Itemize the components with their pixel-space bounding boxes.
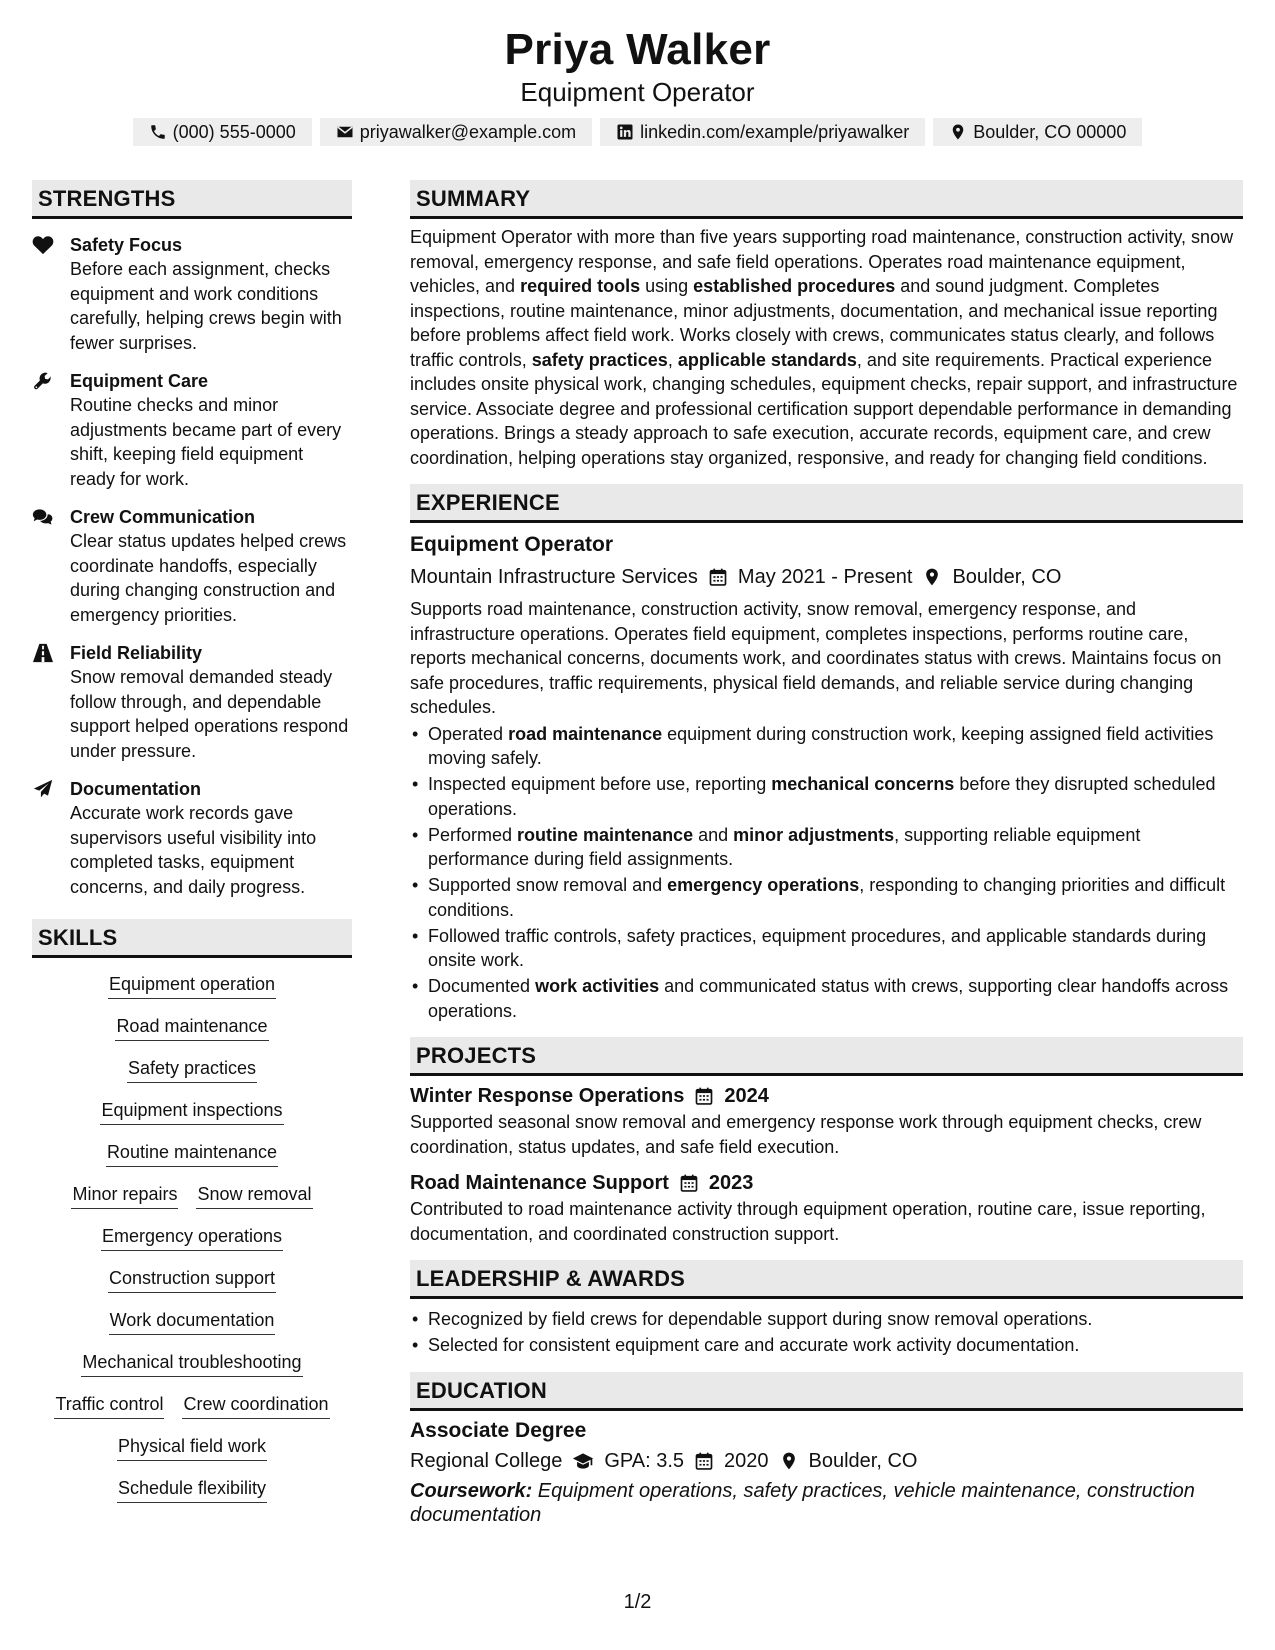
text-run: , supporting reliable equipment performance during field assignments. <box>428 824 1141 869</box>
page-number <box>0 1590 1275 1614</box>
education-section <box>410 1372 1243 1527</box>
job-bullets <box>410 722 1243 1024</box>
candidate-name: Priya Walker <box>504 25 771 74</box>
project-desc: Supported seasonal snow removal and emergency response work through equipment checks, crew coordination, status updates, and safe field execution. <box>410 1112 1202 1157</box>
text-run: Performed <box>428 824 518 845</box>
map-pin-icon <box>779 1451 799 1471</box>
text-run: , and site requirements. Practical experience includes onsite physical work, changing schedules, equipment checks, repair support, and infrastructure service. Associate degree and professional certification support dependable performance in demanding operations. Brings a steady approach to safe execution, accurate records, equipment care, and crew coordination, helping operations stay organized, responsive, and ready for changing field conditions. <box>410 349 1238 468</box>
text-run: Supported snow removal and <box>428 875 668 895</box>
skill-tag: Crew coordination <box>182 1392 329 1419</box>
strength-desc: Accurate work records gave supervisors useful visibility into completed tasks, equipment concerns, and daily progress. <box>70 803 317 897</box>
contact-phone <box>133 118 312 146</box>
project-header <box>410 1082 1243 1110</box>
calendar-icon <box>694 1451 714 1471</box>
road-icon <box>32 643 54 663</box>
job-bullet <box>410 722 1243 771</box>
strength-title: Crew Communication <box>70 507 256 527</box>
skill-tag: Routine maintenance <box>106 1140 278 1167</box>
project-title: Road Maintenance Support <box>410 1172 669 1194</box>
strength-item <box>32 369 352 491</box>
strength-title: Documentation <box>70 779 202 799</box>
projects-heading: PROJECTS <box>410 1037 1243 1076</box>
map-pin-icon <box>949 123 967 141</box>
comments-icon <box>32 507 54 527</box>
experience-section <box>410 484 1243 1023</box>
paper-plane-icon <box>32 779 54 799</box>
text-run: before they disrupted scheduled operations. <box>428 774 1216 819</box>
phone-icon <box>149 123 167 141</box>
strengths-heading: STRENGTHS <box>32 180 352 219</box>
skill-row <box>115 1014 268 1041</box>
job-bullet <box>410 873 1243 922</box>
skill-tag: Equipment inspections <box>100 1098 283 1125</box>
text-run: , <box>667 349 678 370</box>
education-meta <box>410 1447 1243 1475</box>
job-bullet <box>410 974 1243 1023</box>
resume-body <box>32 180 1243 1527</box>
calendar-icon <box>694 1086 714 1106</box>
strength-title: Field Reliability <box>70 643 203 663</box>
school-location: Boulder, CO <box>808 1449 918 1472</box>
job-title: Equipment Operator <box>410 533 614 556</box>
phone-text: (000) 555-0000 <box>172 122 296 142</box>
contact-bar <box>0 118 1275 146</box>
project-header <box>410 1169 1243 1197</box>
project-title: Winter Response Operations <box>410 1085 685 1107</box>
strengths-section <box>32 180 352 919</box>
projects-section <box>410 1037 1243 1246</box>
page-number-text: 1/2 <box>623 1591 652 1613</box>
skill-tag: Road maintenance <box>115 1014 268 1041</box>
skill-tag: Equipment operation <box>108 972 276 999</box>
strength-desc: Clear status updates helped crews coordinate handoffs, especially during changing construction and emergency priorities. <box>70 531 347 625</box>
award-item: • Selected for consistent equipment care and accurate work activity documentation. <box>410 1333 1243 1358</box>
job-company: Mountain Infrastructure Services <box>410 566 698 588</box>
left-column <box>32 180 352 1527</box>
awards-heading: LEADERSHIP & AWARDS <box>410 1260 1243 1299</box>
text-run: Inspected equipment before use, reporting <box>428 774 772 794</box>
strength-desc: Snow removal demanded steady follow through, and dependable support helped operations respond under pressure. <box>70 667 349 761</box>
coursework-text: Equipment operations, safety practices, vehicle maintenance, construction documentation <box>410 1479 1195 1526</box>
emphasis-text: emergency operations <box>667 875 860 895</box>
text-run: and <box>693 824 734 845</box>
job-bullet <box>410 772 1243 821</box>
strength-item <box>32 505 352 627</box>
text-run: and sound judgment. Completes inspections, routine maintenance, minor adjustments, documentation, and mechanical issue reporting before problems affect field work. Works closely with crews, communicates status clearly, and follows traffic controls, <box>410 276 1218 370</box>
linkedin-icon <box>616 123 634 141</box>
right-column <box>410 180 1243 1527</box>
wrench-icon <box>32 371 54 391</box>
map-pin-icon <box>922 567 942 587</box>
strength-item <box>32 777 352 899</box>
graduation-cap-icon <box>572 1451 594 1471</box>
candidate-title: Equipment Operator <box>520 77 755 107</box>
school-name: Regional College <box>410 1449 563 1472</box>
skill-tag: Mechanical troubleshooting <box>81 1350 302 1377</box>
skills-section <box>32 919 352 1518</box>
skill-row <box>54 1392 329 1419</box>
summary-text <box>410 225 1243 470</box>
skill-row <box>117 1434 267 1461</box>
text-run: , responding to changing priorities and difficult conditions. <box>428 875 1226 920</box>
text-run: Followed traffic controls, safety practices, equipment procedures, and applicable standards during onsite work. <box>428 925 1207 970</box>
contact-linkedin[interactable] <box>600 118 925 146</box>
award-item: • Recognized by field crews for dependable support during snow removal operations. <box>410 1307 1243 1332</box>
contact-email[interactable] <box>320 118 592 146</box>
skill-tag: Schedule flexibility <box>117 1476 267 1503</box>
graduation-year: 2020 <box>724 1449 769 1472</box>
emphasis-text: minor adjustments <box>733 824 895 845</box>
linkedin-text[interactable]: linkedin.com/example/priyawalker <box>640 122 910 142</box>
skill-row <box>108 1266 276 1293</box>
coursework <box>410 1479 1243 1527</box>
emphasis-text: work activities <box>535 976 660 996</box>
text-run: Equipment Operator with more than five years supporting road maintenance, construction activity, snow removal, emergency response, and safe field operations. Operates road maintenance equipment, vehicles, and <box>410 227 1234 296</box>
job-bullet <box>410 924 1243 973</box>
job-bullet <box>410 823 1243 872</box>
skill-tag: Emergency operations <box>101 1224 283 1251</box>
emphasis-text: mechanical concerns <box>771 774 955 794</box>
strength-title: Equipment Care <box>70 371 209 391</box>
skill-row <box>106 1140 278 1167</box>
resume-header <box>0 0 1275 146</box>
text-run: Documented <box>428 976 536 996</box>
job-dates: May 2021 - Present <box>737 566 913 588</box>
emphasis-text: safety practices <box>531 349 668 370</box>
skill-row <box>100 1098 283 1125</box>
skill-tag: Snow removal <box>196 1182 312 1209</box>
skill-tag: Safety practices <box>127 1056 257 1083</box>
job-meta <box>410 563 1243 591</box>
strength-item <box>32 233 352 355</box>
skills-list <box>32 972 352 1518</box>
skill-tag: Traffic control <box>54 1392 164 1419</box>
envelope-icon <box>336 123 354 141</box>
skill-row <box>109 1308 276 1335</box>
text-run: and communicated status with crews, supporting clear handoffs across operations. <box>428 976 1229 1021</box>
experience-heading: EXPERIENCE <box>410 484 1243 523</box>
project-year: 2023 <box>708 1172 754 1194</box>
skill-row <box>101 1224 283 1251</box>
calendar-icon <box>679 1173 699 1193</box>
job-location: Boulder, CO <box>952 566 1062 588</box>
emphasis-text: required tools <box>520 276 641 296</box>
emphasis-text: road maintenance <box>508 723 663 744</box>
text-run: using <box>640 276 694 296</box>
strength-title: Safety Focus <box>70 235 183 255</box>
skill-row <box>117 1476 267 1503</box>
email-text[interactable]: priyawalker@example.com <box>359 122 577 142</box>
text-run: Operated <box>428 723 509 744</box>
awards-list <box>410 1307 1243 1358</box>
strength-desc: Routine checks and minor adjustments became part of every shift, keeping field equipment ready for work. <box>70 395 342 489</box>
skill-tag: Physical field work <box>117 1434 267 1461</box>
text-run: equipment during construction work, keeping assigned field activities moving safely. <box>428 723 1214 768</box>
skill-row <box>81 1350 302 1377</box>
skills-heading: SKILLS <box>32 919 352 958</box>
contact-location <box>933 118 1142 146</box>
strength-desc: Before each assignment, checks equipment and work conditions carefully, helping crews begin with fewer surprises. <box>70 259 342 353</box>
strength-item <box>32 641 352 763</box>
emphasis-text: established procedures <box>693 276 896 296</box>
skill-tag: Minor repairs <box>71 1182 178 1209</box>
awards-section <box>410 1260 1243 1358</box>
skill-tag: Work documentation <box>109 1308 276 1335</box>
emphasis-text: applicable standards <box>677 349 857 370</box>
project-desc: Contributed to road maintenance activity through equipment operation, routine care, issue reporting, documentation, and coordinated construction support. <box>410 1199 1206 1244</box>
skill-row <box>108 972 276 999</box>
skill-tag: Construction support <box>108 1266 276 1293</box>
job-description: Supports road maintenance, construction activity, snow removal, emergency response, and infrastructure operations. Operates field equipment, completes inspections, performs routine care, reports mechanical concerns, documents work, and coordinates status with crews. Maintains focus on safe procedures, traffic requirements, physical field demands, and reliable service during changing schedules. <box>410 599 1222 717</box>
summary-section <box>410 180 1243 470</box>
project-year: 2024 <box>724 1085 769 1107</box>
coursework-label: Coursework: <box>410 1479 533 1502</box>
emphasis-text: routine maintenance <box>517 824 694 845</box>
heart-icon <box>32 235 54 255</box>
gpa: GPA: 3.5 <box>604 1449 684 1472</box>
calendar-icon <box>708 567 728 587</box>
location-text: Boulder, CO 00000 <box>973 122 1127 142</box>
skill-row <box>71 1182 312 1209</box>
degree-title: Associate Degree <box>410 1418 587 1442</box>
education-heading: EDUCATION <box>410 1372 1243 1411</box>
skill-row <box>127 1056 257 1083</box>
summary-heading: SUMMARY <box>410 180 1243 219</box>
